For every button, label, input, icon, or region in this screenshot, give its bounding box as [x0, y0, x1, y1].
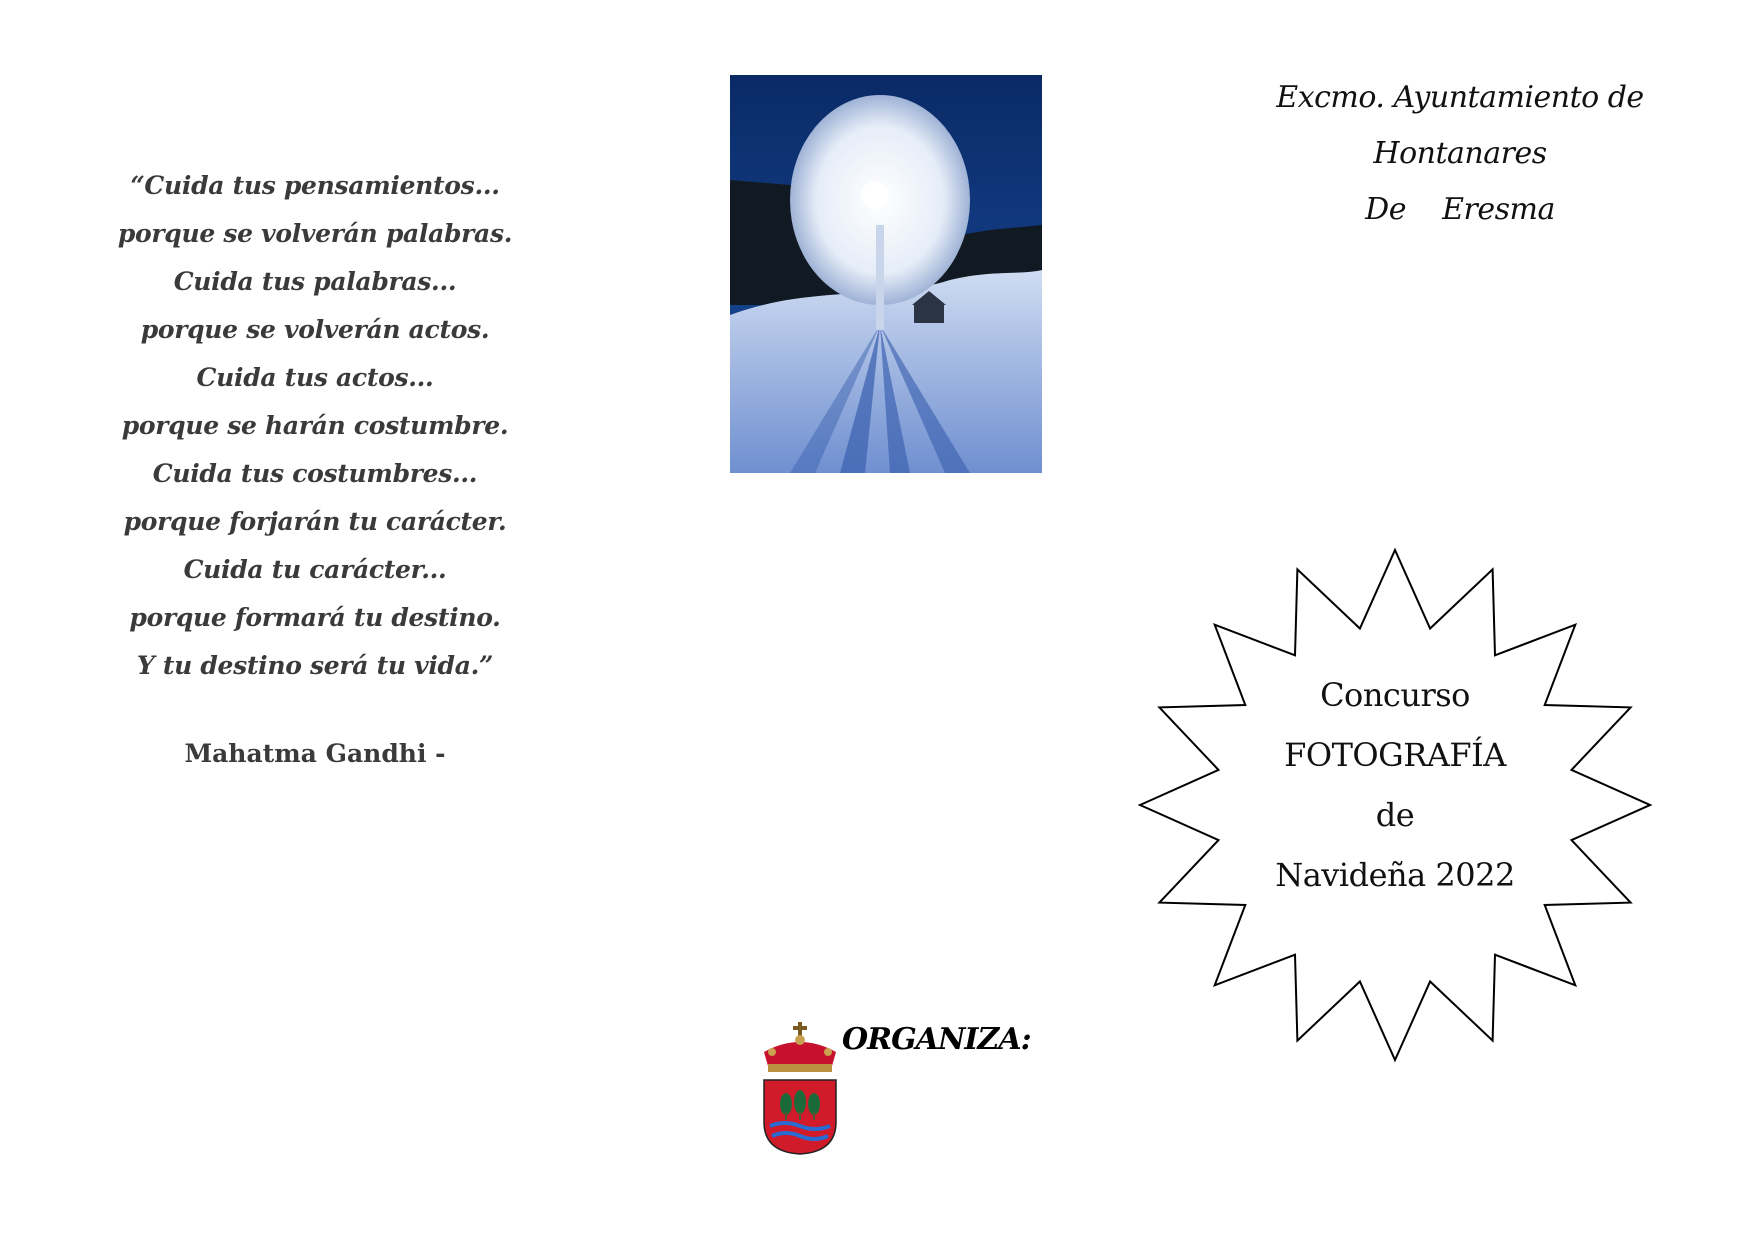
quote-line: porque forjarán tu carácter.	[123, 507, 507, 536]
quote-block	[90, 162, 540, 770]
header-line: Hontanares	[1373, 136, 1547, 171]
quote-line: porque formará tu destino.	[129, 603, 501, 632]
contest-title	[1235, 665, 1555, 905]
quote-line: Cuida tus palabras...	[173, 267, 457, 296]
contest-title-line: Concurso	[1320, 676, 1470, 714]
organiza-label: ORGANIZA:	[842, 1022, 1031, 1057]
header-line: Excmo. Ayuntamiento de	[1276, 80, 1644, 115]
frosted-tree-photo	[730, 75, 1042, 473]
coat-of-arms-icon	[758, 1022, 842, 1158]
quote-line: porque se harán costumbre.	[121, 411, 509, 440]
contest-title-line: Navideña 2022	[1275, 856, 1515, 894]
header-block	[1250, 70, 1670, 238]
quote-line: Cuida tu carácter...	[183, 555, 447, 584]
quote-line: Cuida tus costumbres...	[152, 459, 478, 488]
quote-line: “Cuida tus pensamientos...	[130, 171, 500, 200]
quote-line: porque se volverán actos.	[140, 315, 490, 344]
quote-line: Cuida tus actos...	[196, 363, 434, 392]
contest-title-line: FOTOGRAFÍA	[1284, 736, 1506, 774]
quote-line: Y tu destino será tu vida.”	[136, 651, 494, 680]
quote-line: porque se volverán palabras.	[117, 219, 513, 248]
contest-title-line: de	[1375, 796, 1415, 834]
header-line: De Eresma	[1365, 192, 1555, 227]
quote-author: Mahatma Gandhi -	[184, 739, 446, 768]
